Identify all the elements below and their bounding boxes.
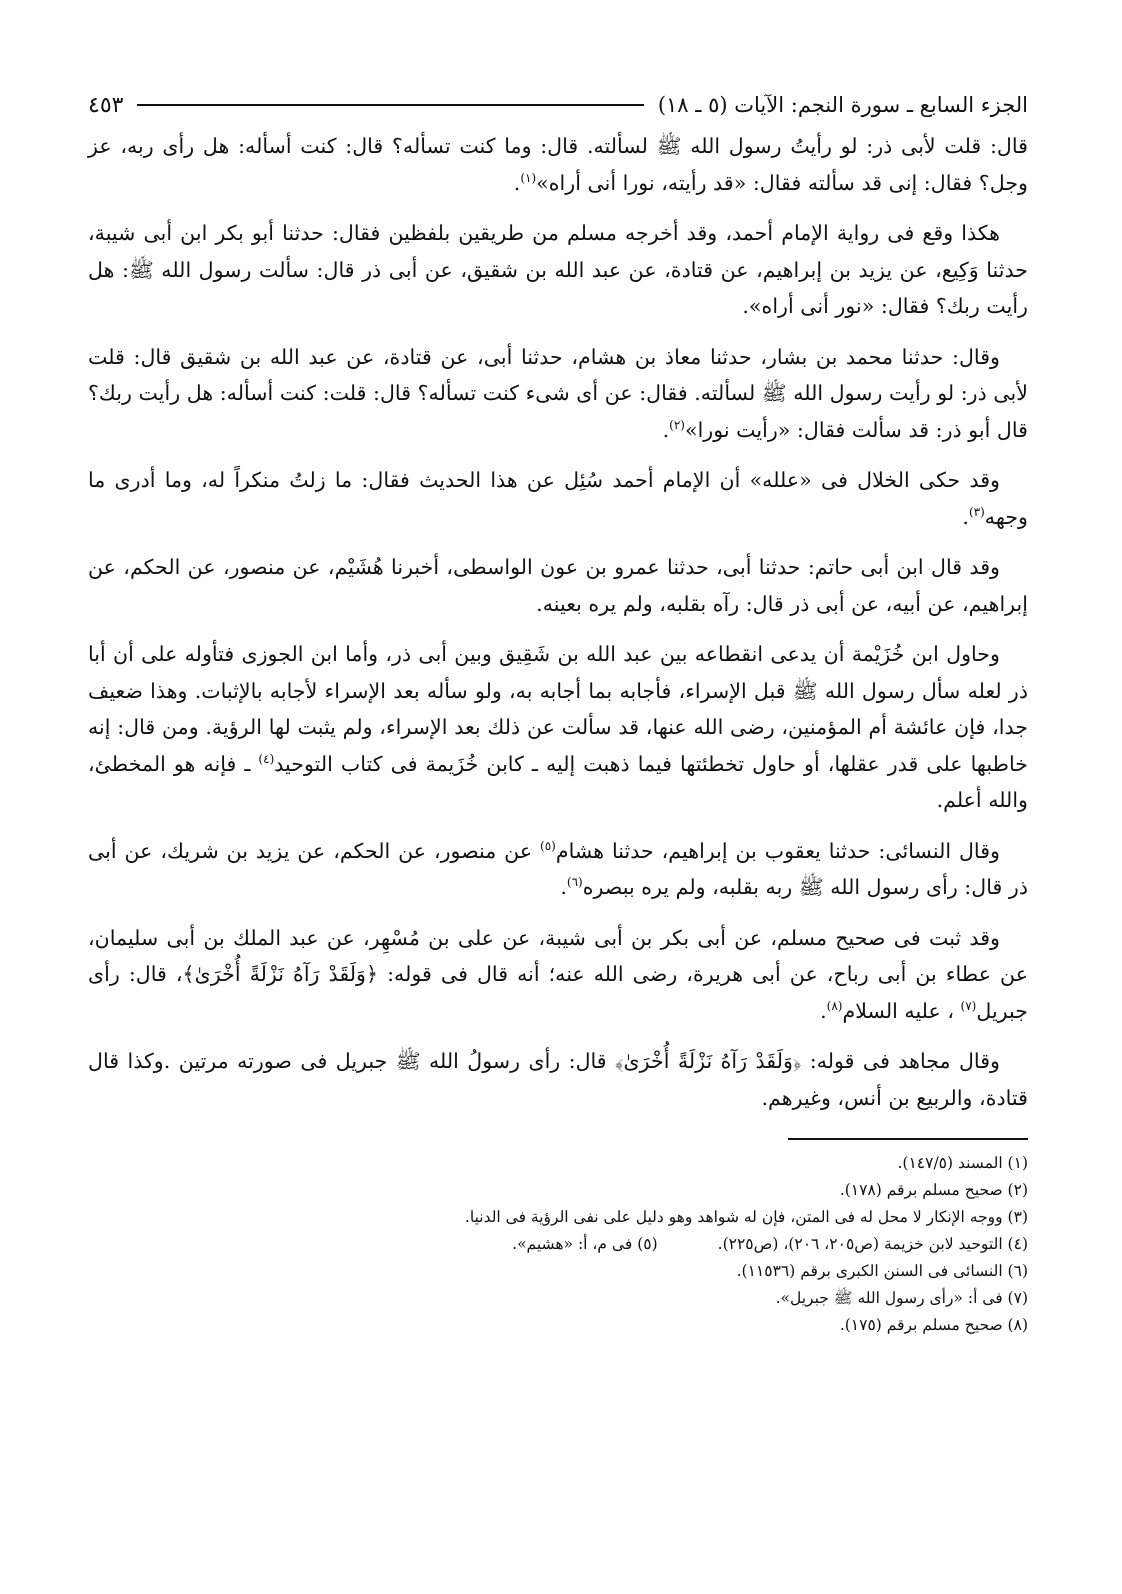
footnote-marker: (٢)	[669, 417, 685, 432]
footnote-marker: (٣)	[968, 504, 985, 519]
footnote-marker: (٨)	[826, 998, 843, 1013]
paragraph: وقال النسائى: حدثنا يعقوب بن إبراهيم، حدثنا هشام$^{(٥)}$ عن منصور، عن الحكم، عن يزيد بن شريك، عن أبى ذر قال: رأى رسول الله ﷺ ربه بقلبه، ولم يره ببصره$^{(٦)}$.	[88, 838, 1028, 899]
footnote: (٥) فى م، أ: «هشيم».	[512, 1235, 658, 1253]
book-page	[88, 88, 1028, 1339]
footnote: (٨) صحيح مسلم برقم (١٧٥).	[839, 1316, 1028, 1334]
footnote: (٤) التوحيد لابن خزيمة (ص٢٠٥، ٢٠٦)، (ص٢٢٥).	[717, 1235, 1028, 1253]
footnote-marker: (٥)	[540, 838, 556, 853]
main-text	[88, 128, 1028, 1116]
paragraph: وقال مجاهد فى قوله: ﴿وَلَقَدْ رَآهُ نَزْلَةً أُخْرَىٰ﴾ قال: رأى رسولُ الله ﷺ جبريل فى صورته مرتين .وكذا قال قتادة، والربيع بن أنس، وغيرهم.	[88, 1049, 1028, 1110]
footnote-marker: (٤)	[258, 751, 275, 766]
paragraph: قال: قلت لأبى ذر: لو رأيتُ رسول الله ﷺ لسألته. قال: وما كنت تسأله؟ قال: كنت أسأله: هل رأى ربه، عز وجل؟ فقال: إنى قد سألته فقال: «قد رأيته، نورا أنى أراه»$^{(١)}$.	[88, 134, 1028, 195]
paragraph: وحاول ابن خُزَيْمة أن يدعى انقطاعه بين عبد الله بن شَقِيق وبين أبى ذر، وأما ابن الجوزى فتأوله على أن أبا ذر لعله سأل رسول الله ﷺ قبل الإسراء، فأجابه بما أجابه به، ولو سأله بعد الإسراء لأجابه بالإثبات. وهذا ضعيف جدا، فإن عائشة أم المؤمنين، رضى الله عنها، قد سألت عن ذلك بعد الإسراء، ولم يثبت لها الرؤية. ومن قال: إنه خاطبها على قدر عقلها، أو حاول تخطئتها فيما ذهبت إليه ـ كابن خُزَيمة فى كتاب التوحيد$^{(٤)}$ ـ فإنه هو المخطئ، والله أعلم.	[88, 642, 1029, 812]
header-rule	[137, 104, 643, 106]
paragraph: وقد ثبت فى صحيح مسلم، عن أبى بكر بن أبى شيبة، عن على بن مُسْهِر، عن عبد الملك بن أبى سليمان، عن عطاء بن أبى رباح، عن أبى هريرة، رضى الله عنه؛ أنه قال فى قوله: ﴿وَلَقَدْ رَآهُ نَزْلَةً أُخْرَىٰ﴾، قال: رأى جبريل$^{(٧)}$ ، عليه السلام$^{(٨)}$.	[88, 925, 1028, 1023]
paragraph: وقد قال ابن أبى حاتم: حدثنا أبى، حدثنا عمرو بن عون الواسطى، أخبرنا هُشَيْم، عن منصور، عن الحكم، عن إبراهيم، عن أبيه، عن أبى ذر قال: رآه بقلبه، ولم يره بعينه.	[88, 555, 1028, 616]
footnote: (١) المسند (١٤٧/٥).	[897, 1154, 1028, 1172]
footnotes	[88, 1150, 1028, 1339]
footnote-marker: (٦)	[566, 875, 583, 890]
running-header	[88, 88, 1028, 122]
footnote: (٧) فى أ: «رأى رسول الله ﷺ جبريل».	[775, 1289, 1028, 1307]
paragraph: وقد حكى الخلال فى «علله» أن الإمام أحمد سُئِل عن هذا الحديث فقال: ما زلتُ منكراً له، وما أدرى ما وجهه$^{(٣)}$.	[88, 468, 1028, 529]
paragraph: وقال: حدثنا محمد بن بشار، حدثنا معاذ بن هشام، حدثنا أبى، عن قتادة، عن عبد الله بن شقيق قال: قلت لأبى ذر: لو رأيت رسول الله ﷺ لسألته. فقال: عن أى شىء كنت تسأله؟ قال: قلت: كنت أسأله: هل رأيت ربك؟ قال أبو ذر: قد سألت فقال: «رأيت نورا»$^{(٢)}$.	[88, 344, 1028, 442]
header-title: الجزء السابع ـ سورة النجم: الآيات (٥ ـ ١٨)	[657, 93, 1028, 117]
footnote-marker: (٧)	[960, 998, 977, 1013]
footnote: (٢) صحيح مسلم برقم (١٧٨).	[839, 1181, 1028, 1199]
footnote: (٦) النسائى فى السنن الكبرى برقم (١١٥٣٦).	[736, 1262, 1028, 1280]
page-number: ٤٥٣	[88, 92, 124, 118]
paragraph: هكذا وقع فى رواية الإمام أحمد، وقد أخرجه مسلم من طريقين بلفظين فقال: حدثنا أبو بكر ابن أبى شيبة، حدثنا وَكِيع، عن يزيد بن إبراهيم، عن قتادة، عن عبد الله بن شقيق، عن أبى ذر قال: سألت رسول الله ﷺ: هل رأيت ربك؟ فقال: «نور أنى أراه».	[88, 221, 1028, 318]
footnote: (٣) ووجه الإنكار لا محل له فى المتن، فإن له شواهد وهو دليل على نفى الرؤية فى الدنيا.	[464, 1208, 1028, 1226]
footnote-separator	[788, 1138, 1028, 1140]
footnote-row	[88, 1231, 1028, 1258]
footnote-marker: (١)	[520, 170, 537, 185]
